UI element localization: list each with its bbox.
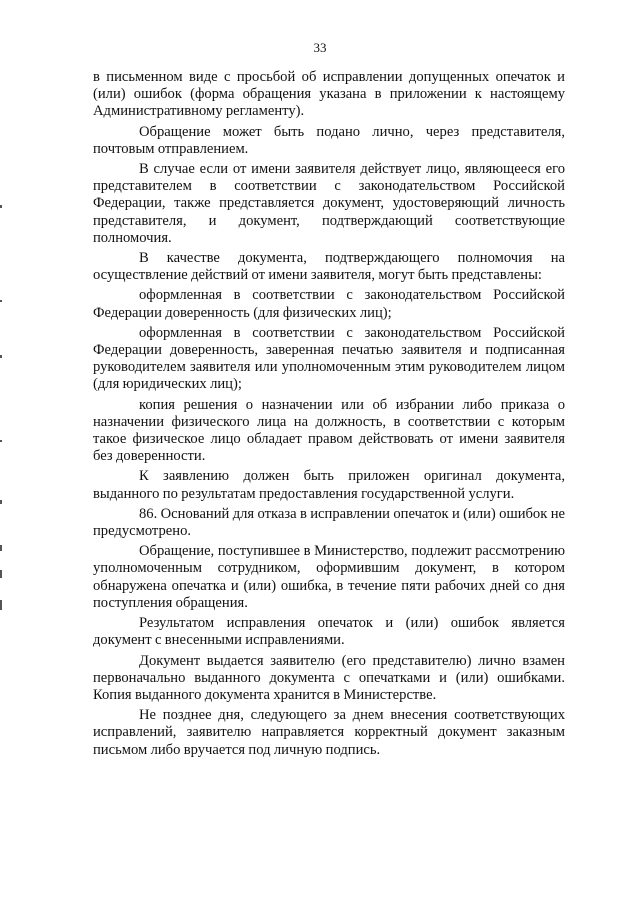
paragraph: Результатом исправления опечаток и (или) ошибок является документ с внесенными исправлениями. — [93, 615, 565, 649]
scan-edge-marks — [0, 0, 3, 905]
paragraph: копия решения о назначении или об избрании либо приказа о назначении физического лица на должность, в соответствии с которым такое физическое лицо обладает правом действовать от имени заявителя без доверенности. — [93, 396, 565, 465]
paragraph: К заявлению должен быть приложен оригинал документа, выданного по результатам предоставления государственной услуги. — [93, 468, 565, 502]
paragraph: 86. Оснований для отказа в исправлении опечаток и (или) ошибок не предусмотрено. — [93, 505, 565, 540]
paragraph: оформленная в соответствии с законодательством Российской Федерации доверенность, заверенная печатью заявителя и подписанная руководителем заявителя или уполномоченным этим руководителем лицом (для юридических лиц); — [93, 324, 565, 393]
paragraph: в письменном виде с просьбой об исправлении допущенных опечаток и (или) ошибок (форма обращения указана в приложении к настоящему Административному регламенту). — [93, 69, 565, 120]
page-number: 33 — [313, 40, 327, 55]
paragraph: Обращение может быть подано лично, через представителя, почтовым отправлением. — [93, 123, 565, 157]
paragraph: В случае если от имени заявителя действует лицо, являющееся его представителем в соответствии с законодательством Российской Федерации, также представляется документ, удостоверяющий личность представителя, и документ, подтверждающий соответствующие полномочия. — [93, 161, 565, 246]
paragraph: Обращение, поступившее в Министерство, подлежит рассмотрению уполномоченным сотрудником, оформившим документ, в котором обнаружена опечатка и (или) ошибка, в течение пяти рабочих дней со дня поступления обращения. — [93, 543, 565, 611]
paragraph: Не позднее дня, следующего за днем внесения соответствующих исправлений, заявителю направляется корректный документ заказным письмом либо вручается под личную подпись. — [93, 707, 565, 758]
document-body — [93, 69, 565, 762]
paragraph: Документ выдается заявителю (его представителю) лично взамен первоначально выданного документа с опечатками и (или) ошибками. Копия выданного документа хранится в Министерстве. — [93, 652, 565, 703]
paragraph: оформленная в соответствии с законодательством Российской Федерации доверенность (для физических лиц); — [93, 287, 565, 321]
paragraph: В качестве документа, подтверждающего полномочия на осуществление действий от имени заявителя, могут быть представлены: — [93, 250, 565, 284]
